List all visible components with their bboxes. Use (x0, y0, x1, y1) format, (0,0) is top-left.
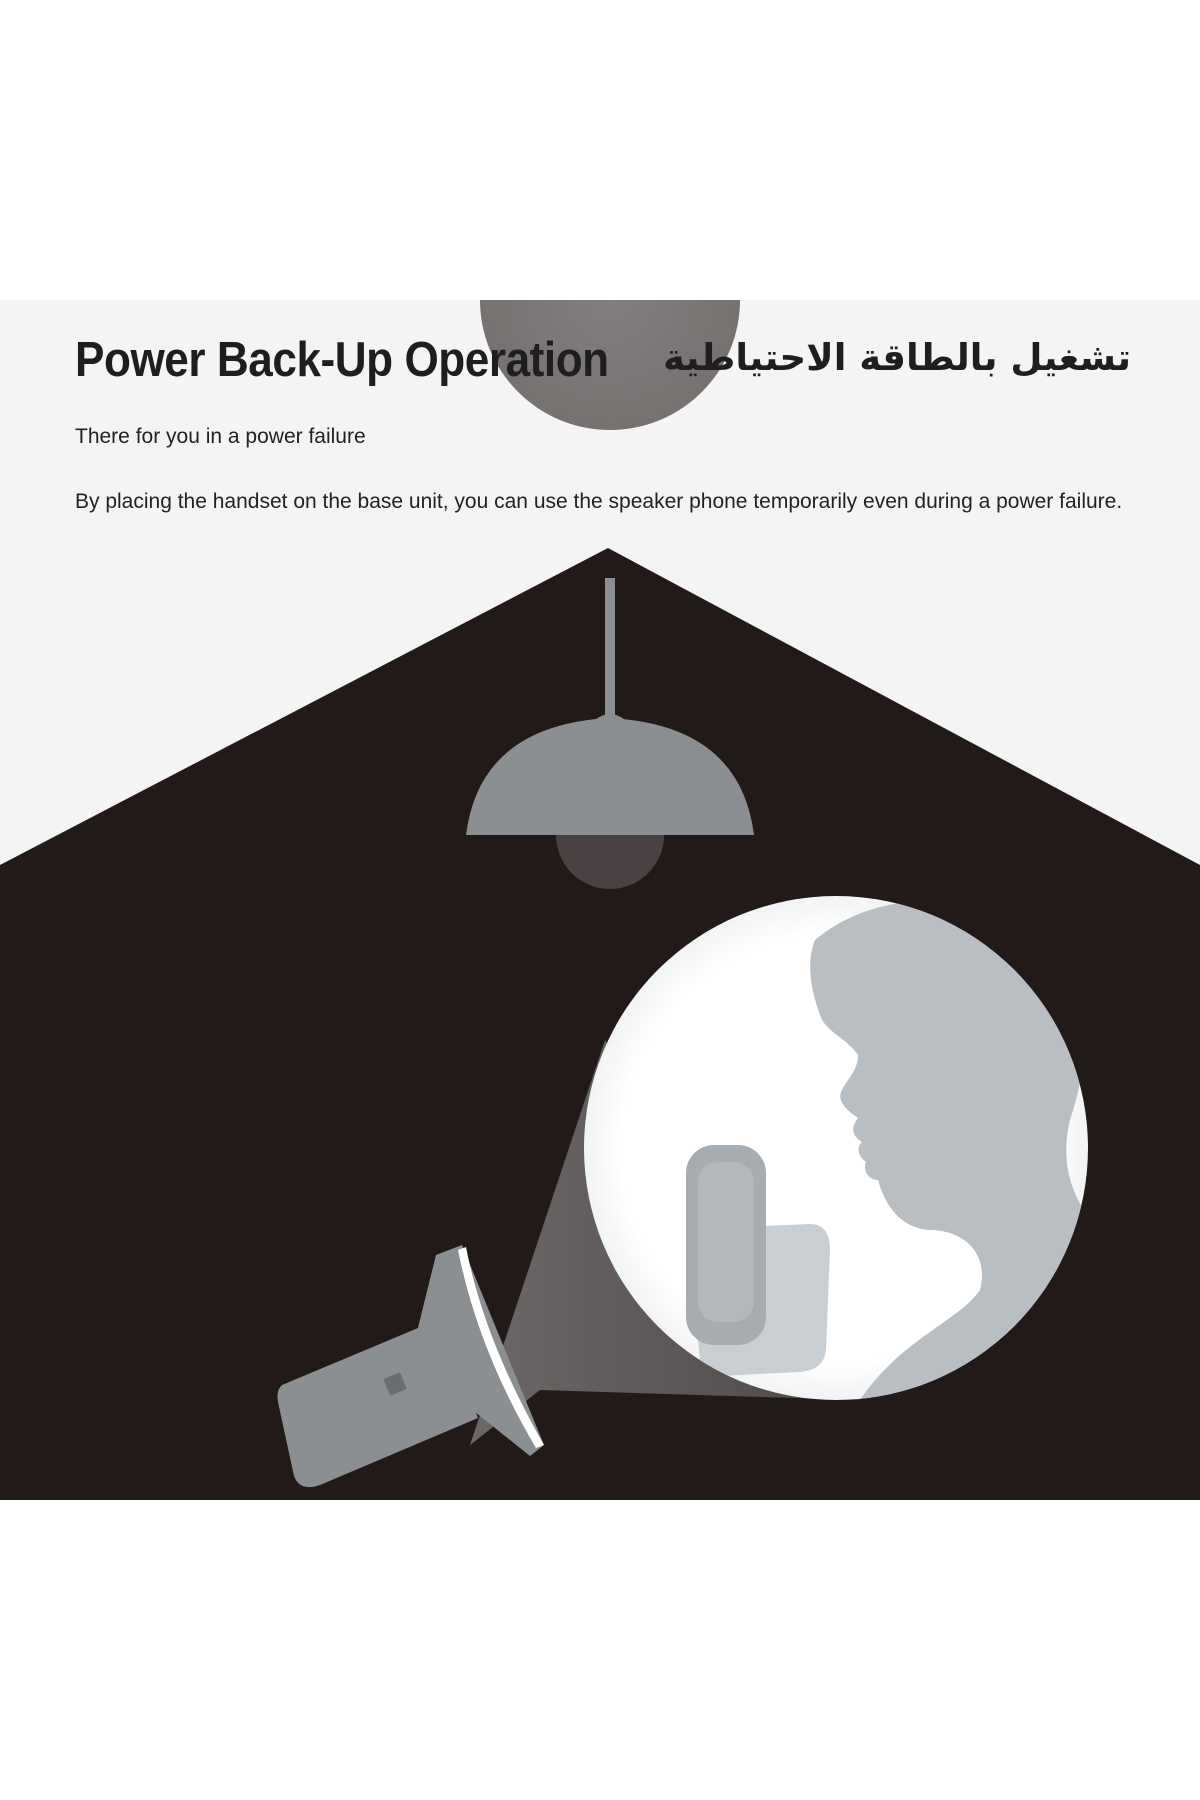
subtitle: There for you in a power failure (75, 425, 366, 448)
title-row (75, 332, 1135, 402)
power-outage-illustration (0, 300, 1200, 1500)
page-title-arabic: تشغيل بالطاقة الاحتياطية (663, 336, 1131, 379)
page-title-english: Power Back-Up Operation (75, 333, 609, 387)
description-text: By placing the handset on the base unit, you can use the speaker phone temporarily even during a power failure. (75, 490, 1123, 513)
